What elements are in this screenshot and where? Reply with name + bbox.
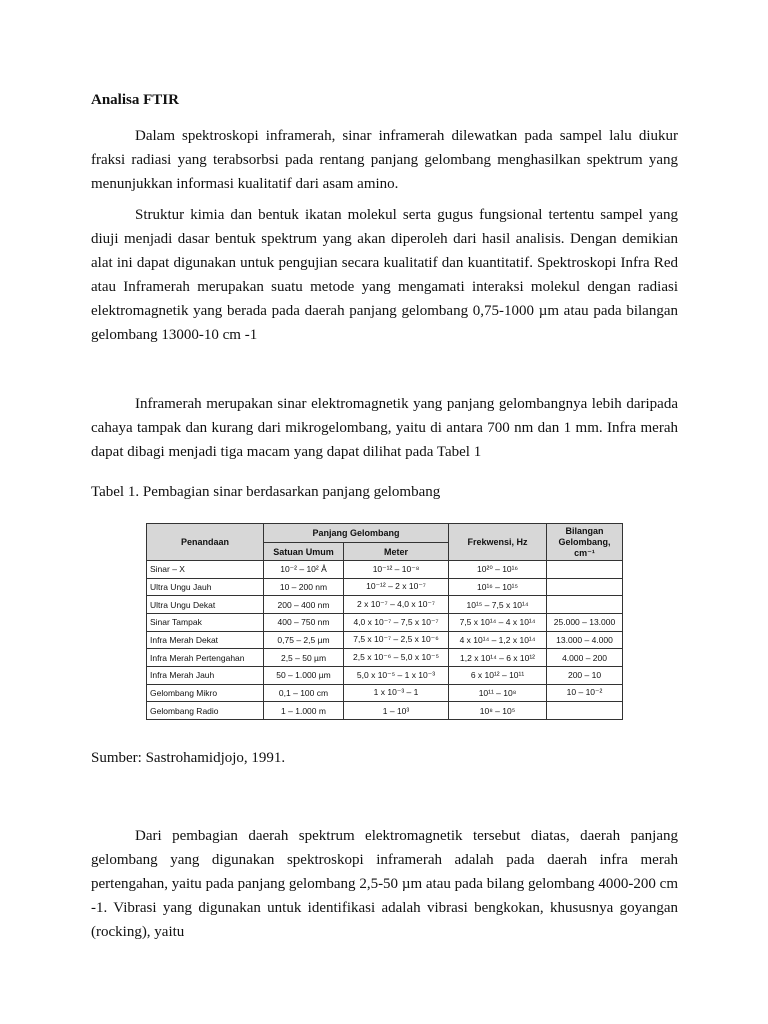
header-panjang-gelombang: Panjang Gelombang [264,524,449,543]
cell-bilangan [547,702,623,720]
paragraph-2-text: Struktur kimia dan bentuk ikatan molekul serta gugus fungsional tertentu sampel yang diuji menjadi dasar bentuk spektrum yang akan diperoleh dari hasil analisis. Dengan demikian alat ini dapat digunakan untuk pengujian secara kualitatif dan kuantitatif. Spektroskopi Infra Red atau Inframerah merupakan suatu metode yang mengamati interaksi molekul dengan radiasi elektromagnetik yang berada pada daerah panjang gelombang 0,75-1000 µm atau pada bilangan gelombang 13000-10 cm -1 [91,207,678,343]
header-meter: Meter [344,543,449,561]
cell-frekwensi: 7,5 x 10¹⁴ – 4 x 10¹⁴ [449,613,547,631]
cell-frekwensi: 10¹⁶ – 10¹⁵ [449,578,547,596]
cell-frekwensi: 6 x 10¹² – 10¹¹ [449,666,547,684]
cell-meter: 1 – 10³ [344,702,449,720]
header-penandaan: Penandaan [147,524,264,561]
cell-penandaan: Gelombang Mikro [147,684,264,702]
paragraph-4 [91,824,678,944]
cell-meter: 1 x 10⁻³ – 1 [344,684,449,702]
table-row [147,596,623,614]
cell-meter: 4,0 x 10⁻⁷ – 7,5 x 10⁻⁷ [344,613,449,631]
table-row [147,613,623,631]
table-row [147,666,623,684]
cell-penandaan: Infra Merah Dekat [147,631,264,649]
cell-frekwensi: 4 x 10¹⁴ – 1,2 x 10¹⁴ [449,631,547,649]
cell-satuan: 0,75 – 2,5 µm [264,631,344,649]
header-satuan-umum: Satuan Umum [264,543,344,561]
cell-frekwensi: 1,2 x 10¹⁴ – 6 x 10¹² [449,649,547,667]
cell-bilangan [547,596,623,614]
table-source: Sumber: Sastrohamidjojo, 1991. [91,750,286,766]
cell-satuan: 200 – 400 nm [264,596,344,614]
cell-satuan: 10⁻² – 10² Å [264,561,344,579]
paragraph-1 [91,124,678,196]
cell-frekwensi: 10²⁰ – 10¹⁶ [449,561,547,579]
cell-meter: 10⁻¹² – 10⁻⁸ [344,561,449,579]
cell-meter: 2,5 x 10⁻⁶ – 5,0 x 10⁻⁵ [344,649,449,667]
header-frekwensi: Frekwensi, Hz [449,524,547,561]
cell-bilangan: 25.000 – 13.000 [547,613,623,631]
table-row [147,649,623,667]
paragraph-1-text: Dalam spektroskopi inframerah, sinar inframerah dilewatkan pada sampel lalu diukur fraksi radiasi yang terabsorbsi pada rentang panjang gelombang menghasilkan spektrum yang menunjukkan informasi kualitatif dari asam amino. [91,128,678,192]
cell-frekwensi: 10¹¹ – 10⁸ [449,684,547,702]
cell-frekwensi: 10¹⁵ – 7,5 x 10¹⁴ [449,596,547,614]
header-bilangan-gelombang: Bilangan Gelombang, cm⁻¹ [547,524,623,561]
cell-satuan: 1 – 1.000 m [264,702,344,720]
cell-meter: 2 x 10⁻⁷ – 4,0 x 10⁻⁷ [344,596,449,614]
cell-meter: 10⁻¹² – 2 x 10⁻⁷ [344,578,449,596]
section-heading: Analisa FTIR [91,92,179,108]
cell-penandaan: Ultra Ungu Dekat [147,596,264,614]
cell-satuan: 10 – 200 nm [264,578,344,596]
cell-bilangan: 4.000 – 200 [547,649,623,667]
cell-satuan: 400 – 750 nm [264,613,344,631]
paragraph-2 [91,203,678,347]
cell-penandaan: Sinar Tampak [147,613,264,631]
spectrum-table-wrapper [146,523,622,720]
cell-bilangan [547,578,623,596]
cell-penandaan: Infra Merah Jauh [147,666,264,684]
cell-penandaan: Infra Merah Pertengahan [147,649,264,667]
cell-bilangan: 200 – 10 [547,666,623,684]
cell-satuan: 0,1 – 100 cm [264,684,344,702]
spectrum-table [146,523,623,720]
table-row [147,578,623,596]
table-row [147,702,623,720]
cell-penandaan: Sinar – X [147,561,264,579]
cell-penandaan: Ultra Ungu Jauh [147,578,264,596]
cell-bilangan: 10 – 10⁻² [547,684,623,702]
cell-bilangan: 13.000 – 4.000 [547,631,623,649]
paragraph-4-text: Dari pembagian daerah spektrum elektromagnetik tersebut diatas, daerah panjang gelombang yang digunakan spektroskopi inframerah adalah pada daerah infra merah pertengahan, yaitu pada panjang gelombang 2,5-50 µm atau pada bilang gelombang 4000-200 cm -1. Vibrasi yang digunakan untuk identifikasi adalah vibrasi bengkokan, khususnya goyangan (rocking), yaitu [91,828,678,940]
cell-meter: 7,5 x 10⁻⁷ – 2,5 x 10⁻⁶ [344,631,449,649]
cell-meter: 5,0 x 10⁻⁵ – 1 x 10⁻³ [344,666,449,684]
cell-frekwensi: 10⁸ – 10⁵ [449,702,547,720]
paragraph-3 [91,392,678,464]
table-row [147,631,623,649]
table-row [147,684,623,702]
table-row [147,561,623,579]
cell-bilangan [547,561,623,579]
cell-satuan: 2,5 – 50 µm [264,649,344,667]
paragraph-3-text: Inframerah merupakan sinar elektromagnetik yang panjang gelombangnya lebih daripada cahaya tampak dan kurang dari mikrogelombang, yaitu di antara 700 nm dan 1 mm. Infra merah dapat dibagi menjadi tiga macam yang dapat dilihat pada Tabel 1 [91,396,678,460]
cell-penandaan: Gelombang Radio [147,702,264,720]
table-caption: Tabel 1. Pembagian sinar berdasarkan panjang gelombang [91,484,441,500]
cell-satuan: 50 – 1.000 µm [264,666,344,684]
